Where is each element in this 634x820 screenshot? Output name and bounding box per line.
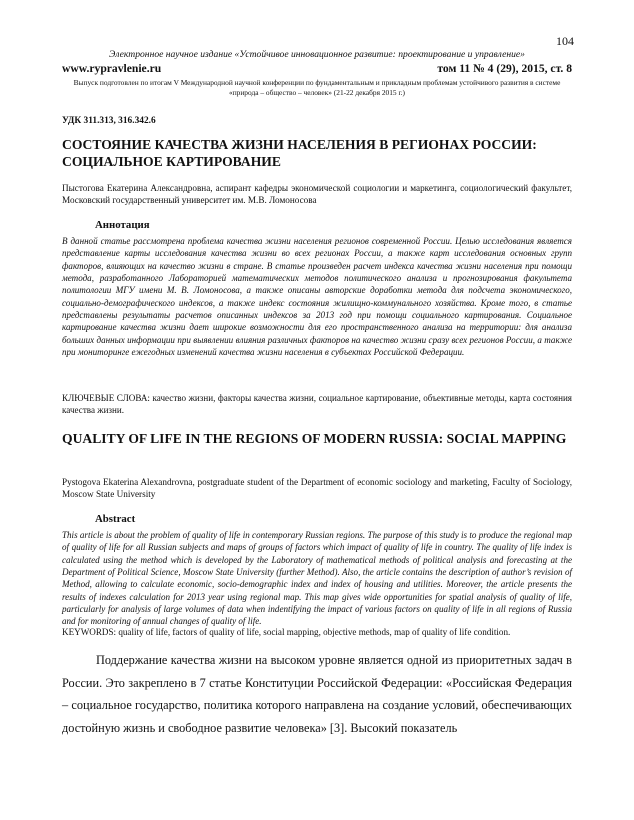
keywords-english: KEYWORDS: quality of life, factors of quality of life, social mapping, objective methods, map of quality of life condition. — [62, 627, 511, 637]
abstract-heading-russian: Аннотация — [95, 219, 150, 231]
site-issue-line — [62, 62, 572, 75]
abstract-heading-english: Abstract — [95, 513, 136, 525]
page-number: 104 — [556, 34, 574, 48]
abstract-english: This article is about the problem of quality of life in contemporary Russian regions. The purpose of this study is to produce the regional map of quality of life for all Russian subjects and maps of groups of factors which impact of quality of life in country. The quality of life index is calculated using the method which is developed by the Laboratory of mathematical methods of political analysis and forecasting at the Department of Political Science, Moscow State University (further Method). Also, the article contains the description of author’s revision of Method, allowing to calculate economic, socio-demographic index and index of housing and utilities. Moreover, the article presents the results of indexes calculation for 2013 year using regional map. This map gives wide opportunities for spatial analysis of quality of life, particularly for analysis of large volumes of data when indentifying the impact of various factors on quality of life in all regions of Russia and for monitoring of annual changes of quality of life. — [62, 530, 572, 627]
issue-info: том 11 № 4 (29), 2015, ст. 8 — [437, 62, 572, 75]
abstract-russian: В данной статье рассмотрена проблема качества жизни населения регионов современной России. Целью исследования является представление карты исследования качества жизни во всех регионах России, а также карт исследования основных групп факторов, влияющих на качество жизни в стране. В статье произведен расчет индекса качества жизни населения при помощи метода, разработанного Лабораторией математических методов политического анализа и прогнозирования факультета политологии МГУ имени М. В. Ломоносова, а также описаны авторские доработки метода для подсчета экономического, социально-демографического индексов, а также индекс состояния жилищно-коммунального хозяйства. Кроме того, в статье представлены результаты расчетов описанных индексов за 2013 год при помощи социального картирования. Социальное картирование качества жизни дает широкие возможности для его пространственного анализа на территории: для анализа больших данных информации при выявлении влияния различных факторов на качество жизни сразу всех регионов России, а также при мониторинге ежегодных изменений качества жизни населения в субъектах Российской Федерации. — [62, 236, 572, 358]
title-russian: СОСТОЯНИЕ КАЧЕСТВА ЖИЗНИ НАСЕЛЕНИЯ В РЕГИОНАХ РОССИИ: СОЦИАЛЬНОЕ КАРТИРОВАНИЕ — [62, 137, 537, 169]
journal-title: Электронное научное издание «Устойчивое инновационное развитие: проектирование и управление» — [109, 49, 525, 60]
site-link[interactable]: www.rypravlenie.ru — [62, 62, 162, 75]
udk-code: УДК 311.313, 316.342.6 — [62, 116, 156, 126]
keywords-russian: КЛЮЧЕВЫЕ СЛОВА: качество жизни, факторы качества жизни, социальное картирование, объективные методы, карта состояния качества жизни. — [62, 393, 572, 416]
conference-note: Выпуск подготовлен по итогам V Международной научной конференции по фундаментальным и прикладным проблемам устойчивого развития в системе «природа – общество – человек» (21-22 декабря 2015 г.) — [73, 78, 561, 97]
title-english: QUALITY OF LIFE IN THE REGIONS OF MODERN RUSSIA: SOCIAL MAPPING — [62, 431, 567, 446]
author-russian: Пыстогова Екатерина Александровна, аспирант кафедры экономической социологии и маркетинга, социологический факультет, Московский государственный университет им. М.В. Ломоносова — [62, 183, 572, 206]
author-english: Pystogova Ekaterina Alexandrovna, postgraduate student of the Department of economic sociology and marketing, Faculty of Sociology, Moscow State University — [62, 477, 572, 500]
body-paragraph: Поддержание качества жизни на высоком уровне является одной из приоритетных задач в России. Это закреплено в 7 статье Конституции Российской Федерации: «Российская Федерация – социальное государство, политика которого направлена на создание условий, обеспечивающих достойную жизнь и свободное развитие человека» [3]. Высокий показатель — [62, 653, 572, 735]
